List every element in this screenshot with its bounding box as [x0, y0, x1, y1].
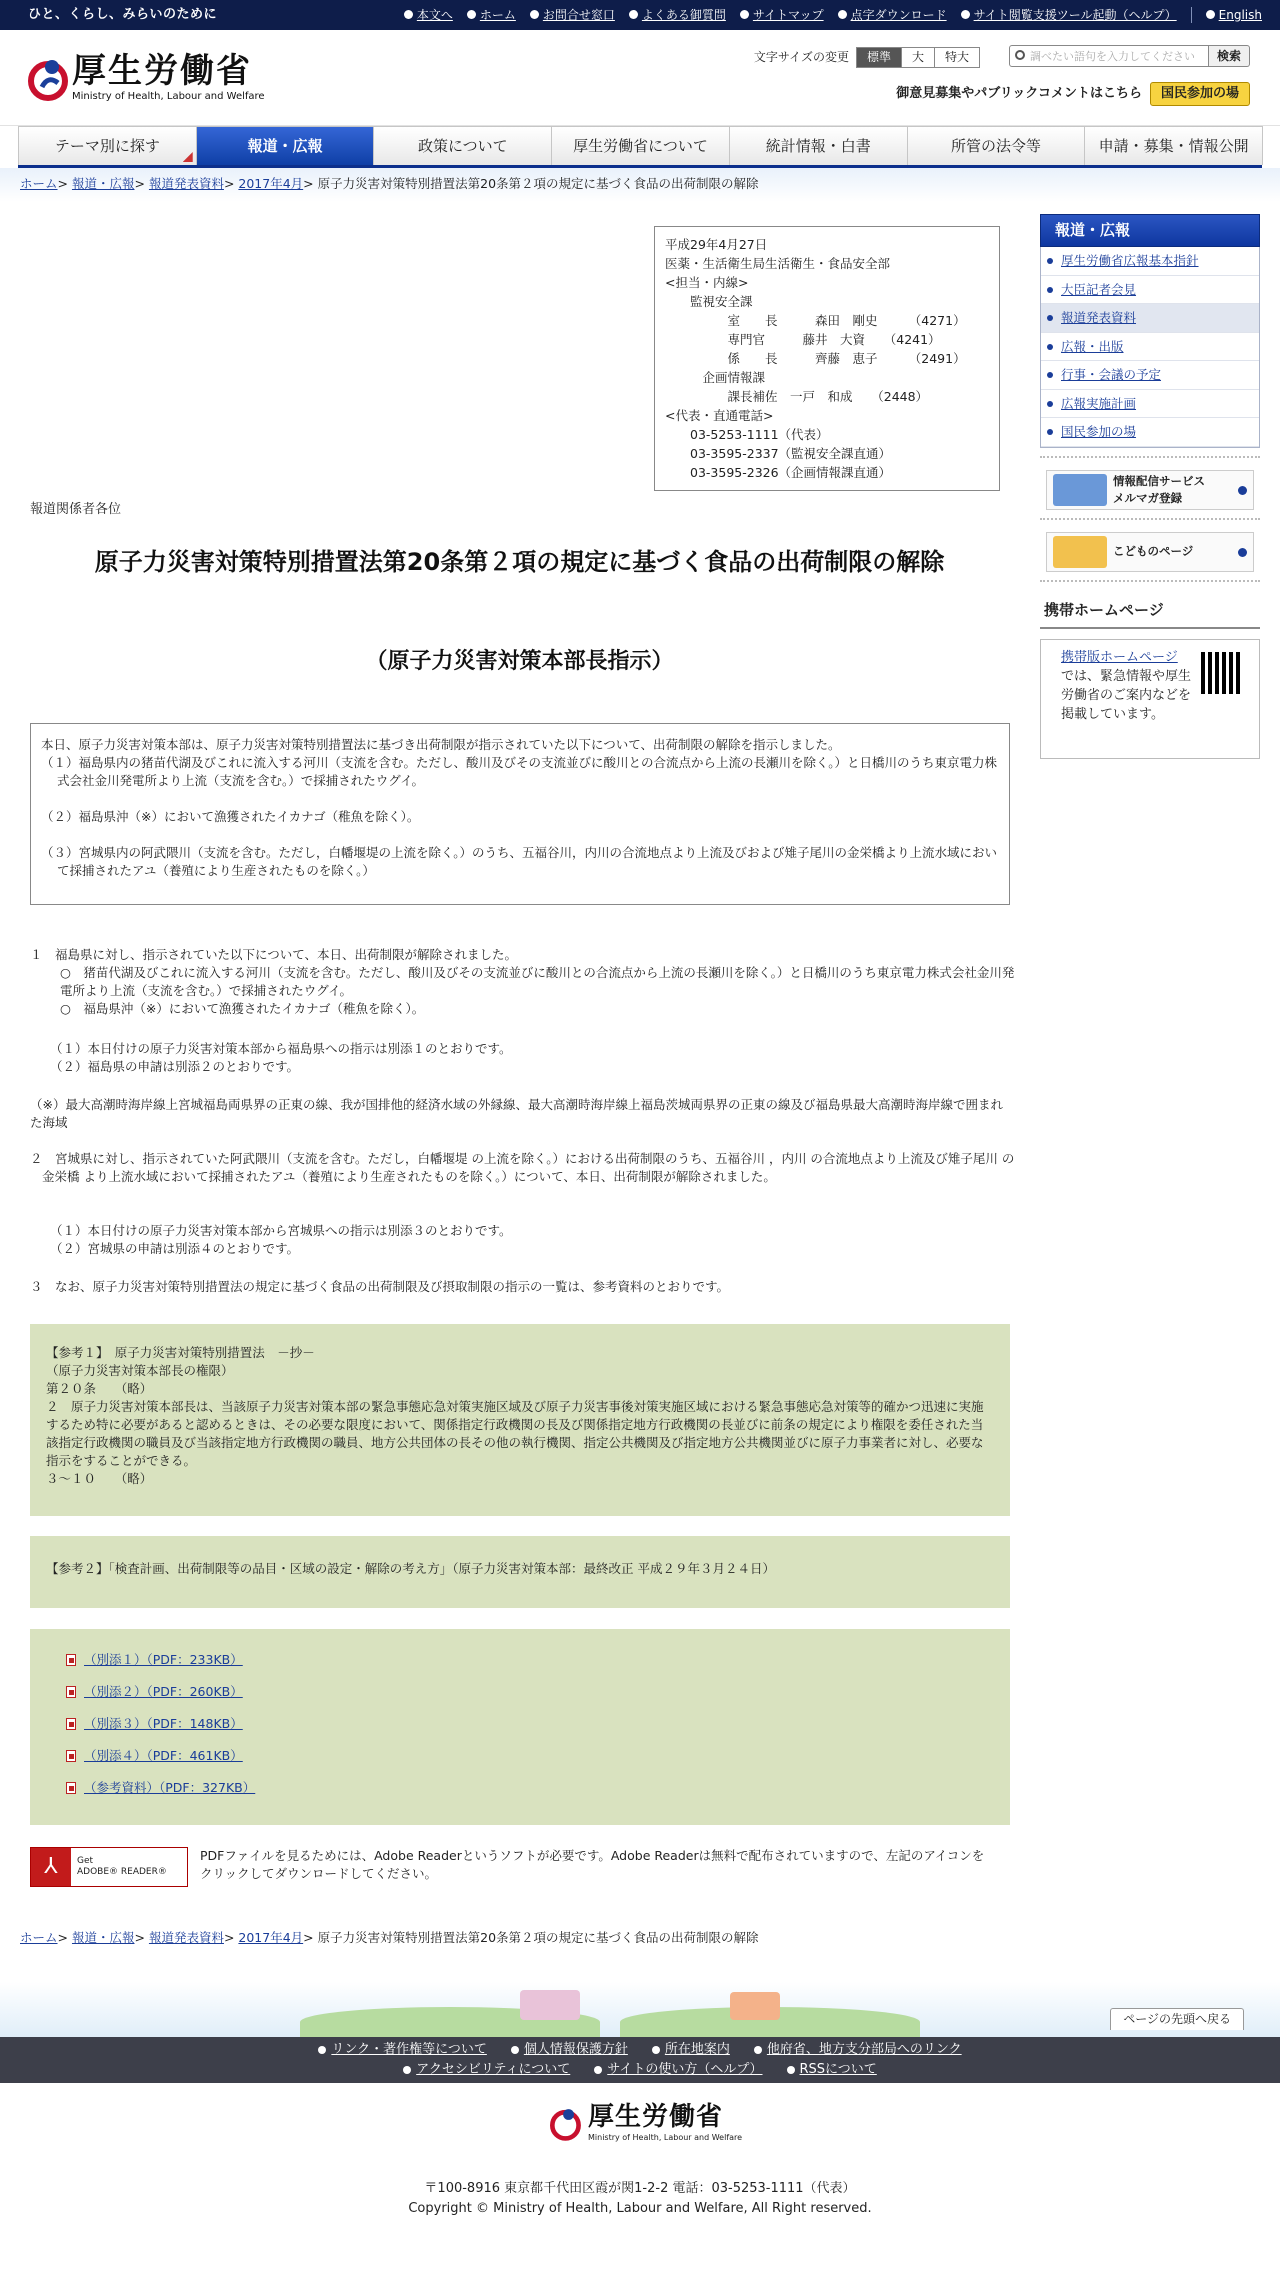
- arrow-icon: [652, 2046, 660, 2054]
- sidebar-item-participation[interactable]: 国民参加の場: [1041, 418, 1259, 447]
- logo-subtitle: Ministry of Health, Labour and Welfare: [72, 91, 265, 102]
- notice-box: 本日、原子力災害対策本部は、原子力災害対策特別措置法に基づき出荷制限が指示されていた以下について、出荷制限の解除を指示しました。 （１）福島県内の猪苗代湖及びこれに流入する河川（支流を含む。ただし、酸川及びその支流並びに酸川との合流点から上流の長瀬川を除く。）と日橋川のうち東京電力株式会社金川発電所より上流（支流を含む。）で採捕されたウグイ。 （２）福島県沖（※）において漁獲されたイカナゴ（稚魚を除く）。 （３）宮城県内の阿武隈川（支流を含む。ただし，白幡堰堤の上流を除く。）のうち、五福谷川，内川の合流地点より上流及びおよび雉子尾川の金栄橋より上流水域において採捕されたアユ（養殖により生産されたものを除く。）: [30, 723, 1010, 905]
- attachments: [30, 1629, 1010, 1825]
- main-area: 平成29年4月27日 医薬・生活衛生局生活衛生・食品安全部 <担当・内線> 監視安全課 室 長 森田 剛史 （4271） 専門官 藤井 大資 （4241） 係 長 齊藤 恵子 （2491） 企画情報課 課長補佐 一戸 和成 （2448） <代表・直通電話> 03-5253-1111（代表） 03-3595-2337（監視安全課直通） 03-3595-2326（企画情報課直通） 報道関係者各位 原子力災害対策特別措置法第20条第２項の規定に基づく食品の出荷制限の解除 （原子力災害対策本部長指示） 本日、原子力災害対策本部は、原子力災害対策特別措置法に基づき出荷制限が指示されていた以下について、出荷制限の解除を指示しました。 （１）福島県内の猪苗代湖及びこれに流入する河川（支流を含む。ただし、酸川及びその支流並びに酸川との合流点から上流の長瀬川を除く。）と日橋川のうち東京電力株式会社金川発電所より上流（支流を含む。）で採捕されたウグイ。 （２）福島県沖（※）において漁獲されたイカナゴ（稚魚を除く）。 （３）宮城県内の阿武隈川（支流を含む。ただし，白幡堰堤の上流を除く。）のうち、五福谷川，内川の合流地点より上流及びおよび雉子尾川の金栄橋より上流水域において採捕されたアユ（養殖により生産されたものを除く。） １ 福島県に対し、指示されていた以下について、本日、出荷制限が解除されました。 ○ 猪苗代湖及びこれに流入する河川（支流を含む。ただし、酸川及びその支流並びに酸川との合流点から上流の長瀬川を除く。）と日橋川のうち東京電力株式会社金川発電所より上流（支流を含む。）で採捕されたウグイ。 ○ 福島県沖（※）において漁獲されたイカナゴ（稚魚を除く）。 （１）本日付けの原子力災害対策本部から福島県への指示は別添１のとおりです。 （２）福島県の申請は別添２のとおりです。 （※）最大高潮時海岸線上宮城福島両県界の正東の線、我が国排他的経済水域の外縁線、最大高潮時海岸線上福島茨城両県界の正東の線及び福島県最大高潮時海岸線で囲まれた海域 ２ 宮城県に対し、指示されていた阿武隈川（支流を含む。ただし，白幡堰堤 の上流を除く。）における出荷制限のうち、五福谷川 ，内川 の合流地点より上流及び雉子尾川 の金栄橋 より上流水域において採捕されたアユ（養殖により生産されたものを除く。）について、本日、出荷制限が解除されました。 （１）本日付けの原子力災害対策本部から宮城県への指示は別添３のとおりです。 （２）宮城県の申請は別添４のとおりです。 ３ なお、原子力災害対策特別措置法の規定に基づく食品の出荷制限及び摂取制限の指示の一覧は、参考資料のとおりです。 【参考１】 原子力災害対策特別措置法 －抄－ （原子力災害対策本部長の権限） 第２０条 （略） ２ 原子力災害対策本部長は、当該原子力災害対策本部の緊急事態応急対策実施区域及び原子力災害事後対策実施区域における緊急事態応急対策等的確かつ迅速に実施するため特に必要があると認めるときは、その必要な限度において、関係指定行政機関の長及び関係指定地方行政機関の長並びに前条の規定により権限を委任された当該指定行政機関の職員及び当該指定地方行政機関の職員、地方公共団体の長その他の執行機関、指定公共機関及び指定地方公共機関並びに原子力事業者に対し、必要な指示をすることができる。 ３～１０ （略） 【参考２】「検査計画、出荷制限等の品目・区域の設定・解除の考え方」（原子力災害対策本部：最終改正 平成２９年３月２４日） （別添１）（PDF：233KB） （別添２）（PDF：260KB） （別添３）（PDF：148KB） （別添４）（PDF：461KB） （参考資料）（PDF：327KB） ⅄ Get ADOBE® READER® PDFファイルを見るためには、Adobe Readerというソフトが必要です。Adobe Readerは無料で配布されていますので、左記のアイコンをクリックしてダウンロードしてください。 ホーム> 報道・広報> 報道発表資料> 2017年4月> 原子力災害対策特別措置法第20条第２項の規定に基づく食品の出荷制限の解除 報道・広報 厚生労働省広報基本指針 大臣記者会見 報道発表資料 広報・出版 行事・会議の予定 広報実施計画 国民参加の場 情報配信サービス メルマガ登録 こどものページ 携帯ホームページ 携帯版ホームページ では、緊急情報や厚生労働省のご案内などを掲載しています。: [0, 202, 1280, 1982]
- opinion-text: 御意見募集やパブリックコメントはこちら: [896, 86, 1142, 101]
- arrow-icon: [754, 2046, 762, 2054]
- global-nav: [18, 126, 1262, 168]
- top-link-home[interactable]: ホーム: [467, 7, 516, 24]
- search-input[interactable]: 調べたい語句を入力してください: [1009, 45, 1209, 67]
- mobile-box: [1040, 639, 1260, 759]
- home-icon: [467, 10, 476, 19]
- breadcrumb-home[interactable]: ホーム: [20, 176, 58, 191]
- top-link-braille[interactable]: 点字ダウンロード: [838, 7, 947, 24]
- breadcrumb-press[interactable]: 報道・広報: [71, 1930, 135, 1945]
- mail-icon: [1053, 474, 1107, 506]
- arrow-icon: [740, 10, 749, 19]
- arrow-icon: [404, 10, 413, 19]
- sidebar-item-guideline[interactable]: 厚生労働省広報基本指針: [1041, 247, 1259, 276]
- house-icon: [730, 1992, 780, 2020]
- mobile-link[interactable]: 携帯版ホームページ: [1061, 649, 1178, 665]
- nav-theme[interactable]: テーマ別に探す: [18, 126, 197, 165]
- pdf-icon: [66, 1686, 76, 1698]
- pdf-icon: [66, 1654, 76, 1666]
- tagline: ひと、くらし、みらいのために: [28, 6, 218, 22]
- reference-2: 【参考２】「検査計画、出荷制限等の品目・区域の設定・解除の考え方」（原子力災害対策本部：最終改正 平成２９年３月２４日）: [30, 1536, 1010, 1608]
- site-search: [1009, 45, 1250, 67]
- search-icon: [1015, 50, 1025, 60]
- arrow-icon: [511, 2046, 519, 2054]
- sidebar: [1040, 214, 1260, 759]
- attachment-2[interactable]: （別添２）（PDF：260KB）: [66, 1683, 1010, 1701]
- breadcrumb-releases[interactable]: 報道発表資料: [148, 176, 224, 191]
- top-link-contact[interactable]: お問合せ窓口: [530, 7, 615, 24]
- breadcrumb-home[interactable]: ホーム: [20, 1930, 58, 1945]
- sidebar-item-press-conference[interactable]: 大臣記者会見: [1041, 276, 1259, 305]
- arrow-icon: [403, 2066, 411, 2074]
- arrow-icon: [787, 2066, 795, 2074]
- breadcrumb-releases[interactable]: 報道発表資料: [148, 1930, 224, 1945]
- breadcrumb-press[interactable]: 報道・広報: [71, 176, 135, 191]
- top-link-skip[interactable]: 本文へ: [404, 7, 453, 24]
- sidebar-item-releases[interactable]: 報道発表資料: [1041, 304, 1259, 333]
- divider: [1040, 518, 1260, 524]
- site-logo[interactable]: [28, 52, 265, 104]
- font-size-label: 文字サイズの変更: [753, 50, 849, 64]
- arrow-icon: [629, 10, 638, 19]
- sidebar-list: [1040, 247, 1260, 448]
- nav-statistics[interactable]: 統計情報・白書: [729, 126, 908, 165]
- mobile-heading: 携帯ホームページ: [1040, 600, 1260, 629]
- breadcrumb-bottom: ホーム> 報道・広報> 報道発表資料> 2017年4月> 原子力災害対策特別措置法第20条第２項の規定に基づく食品の出荷制限の解除: [20, 1930, 759, 1945]
- kids-page-banner[interactable]: こどものページ: [1046, 532, 1254, 572]
- font-size-xlarge-button[interactable]: 特大: [934, 47, 980, 68]
- sidebar-item-publications[interactable]: 広報・出版: [1041, 333, 1259, 362]
- footer-link-location[interactable]: 所在地案内: [652, 2040, 730, 2060]
- arrow-icon: [530, 10, 539, 19]
- pdf-icon: [66, 1718, 76, 1730]
- attachment-3[interactable]: （別添３）（PDF：148KB）: [66, 1715, 1010, 1733]
- divider: [1040, 456, 1260, 462]
- qr-code-icon: [1201, 652, 1243, 694]
- logo-title: 厚生労働省: [72, 51, 252, 91]
- top-link-english[interactable]: English: [1206, 7, 1262, 24]
- page-subtitle: （原子力災害対策本部長指示）: [365, 649, 674, 674]
- breadcrumb-current: 原子力災害対策特別措置法第20条第２項の規定に基づく食品の出荷制限の解除: [317, 176, 759, 191]
- arrow-icon: [318, 2046, 326, 2054]
- arrow-icon: [961, 10, 970, 19]
- attachment-reference[interactable]: （参考資料）（PDF：327KB）: [66, 1779, 1010, 1797]
- search-button[interactable]: 検索: [1209, 45, 1250, 67]
- reference-1: 【参考１】 原子力災害対策特別措置法 －抄－ （原子力災害対策本部長の権限） 第２０条 （略） ２ 原子力災害対策本部長は、当該原子力災害対策本部の緊急事態応急対策実施区域及び原子力災害事後対策実施区域における緊急事態応急対策等的確かつ迅速に実施するため特に必要があると認めるときは、その必要な限度において、関係指定行政機関の長及び関係指定地方行政機関の長並びに前条の規定により権限を委任された当該指定行政機関の職員及び当該指定地方行政機関の職員、地方公共団体の長その他の執行機関、指定公共機関及び指定地方公共機関並びに原子力事業者に対し、必要な指示をすることができる。 ３～１０ （略）: [30, 1324, 1010, 1516]
- breadcrumb-month[interactable]: 2017年4月: [238, 1930, 304, 1945]
- footer-links: [0, 2037, 1280, 2083]
- kids-icon: [1053, 536, 1107, 568]
- sidebar-item-events[interactable]: 行事・会議の予定: [1041, 361, 1259, 390]
- adobe-icon: ⅄: [31, 1848, 71, 1886]
- divider: [1191, 7, 1192, 23]
- font-size-normal-button[interactable]: 標準: [856, 47, 902, 68]
- page-top-button[interactable]: ページの先頭へ戻る: [1110, 2008, 1244, 2030]
- logo-mark-icon: [550, 2103, 584, 2143]
- mail-magazine-banner[interactable]: 情報配信サービス メルマガ登録: [1046, 470, 1254, 510]
- attachment-4[interactable]: （別添４）（PDF：461KB）: [66, 1747, 1010, 1765]
- participate-button[interactable]: 国民参加の場: [1150, 82, 1250, 106]
- mobile-text: では、緊急情報や厚生労働省のご案内などを掲載しています。: [1061, 668, 1192, 722]
- page-title: 原子力災害対策特別措置法第20条第２項の規定に基づく食品の出荷制限の解除: [94, 548, 945, 576]
- sidebar-heading: 報道・広報: [1040, 214, 1260, 247]
- addressee: 報道関係者各位: [30, 502, 122, 517]
- attachment-1[interactable]: （別添１）（PDF：233KB）: [66, 1651, 1010, 1669]
- nav-press[interactable]: 報道・広報: [196, 126, 375, 165]
- nav-about[interactable]: 厚生労働省について: [551, 126, 730, 165]
- arrow-icon: [838, 10, 847, 19]
- adobe-reader-button[interactable]: ⅄ Get ADOBE® READER®: [30, 1847, 188, 1887]
- adobe-reader-notice: [30, 1847, 1010, 1887]
- site-header: [0, 30, 1280, 126]
- pdf-icon: [66, 1750, 76, 1762]
- footer-link-help[interactable]: サイトの使い方（ヘルプ）: [594, 2060, 762, 2080]
- building-icon: [520, 1990, 580, 2020]
- nav-laws[interactable]: 所管の法令等: [907, 126, 1086, 165]
- nav-applications[interactable]: 申請・募集・情報公開: [1084, 126, 1263, 165]
- arrow-icon: [594, 2066, 602, 2074]
- pdf-icon: [66, 1782, 76, 1794]
- arrow-icon: [1238, 548, 1247, 557]
- breadcrumb-current: 原子力災害対策特別措置法第20条第２項の規定に基づく食品の出荷制限の解除: [317, 1930, 759, 1945]
- breadcrumb-month[interactable]: 2017年4月: [238, 176, 304, 191]
- font-size-switcher: [754, 47, 980, 68]
- arrow-icon: [1238, 486, 1247, 495]
- top-link-faq[interactable]: よくある御質問: [629, 7, 726, 24]
- top-link-accessibility-tool[interactable]: サイト閲覧支援ツール起動（ヘルプ）: [961, 7, 1177, 24]
- footer-link-rss[interactable]: RSSについて: [787, 2060, 877, 2080]
- footer-logo: 厚生労働省 Ministry of Health, Labour and Welfare: [550, 2102, 742, 2143]
- breadcrumb: ホーム> 報道・広報> 報道発表資料> 2017年4月> 原子力災害対策特別措置法第20条第２項の規定に基づく食品の出荷制限の解除: [0, 168, 1280, 202]
- footer-link-privacy[interactable]: 個人情報保護方針: [511, 2040, 628, 2060]
- adobe-description: PDFファイルを見るためには、Adobe Readerというソフトが必要です。Adobe Readerは無料で配布されていますので、左記のアイコンをクリックしてダウンロードしてください。: [200, 1848, 985, 1881]
- divider: [1040, 580, 1260, 586]
- footer-address: 〒100-8916 東京都千代田区霞が関1-2-2 電話：03-5253-1111（代表） Copyright © Ministry of Health, Labour and Welfare, All Right reserved.: [408, 2181, 872, 2216]
- footer-link-copyright[interactable]: リンク・著作権等について: [318, 2040, 486, 2060]
- footer-link-other-ministries[interactable]: 他府省、地方支分部局へのリンク: [754, 2040, 962, 2060]
- site-footer: [0, 1982, 1280, 2253]
- arrow-icon: [1206, 10, 1215, 19]
- top-bar: [0, 0, 1280, 30]
- top-links: [390, 7, 1262, 24]
- press-contact-box: 平成29年4月27日 医薬・生活衛生局生活衛生・食品安全部 <担当・内線> 監視安全課 室 長 森田 剛史 （4271） 専門官 藤井 大資 （4241） 係 長 齊藤 恵子 （2491） 企画情報課 課長補佐 一戸 和成 （2448） <代表・直通電話> 03-5253-1111（代表） 03-3595-2337（監視安全課直通） 03-3595-2326（企画情報課直通）: [654, 226, 1000, 491]
- font-size-large-button[interactable]: 大: [901, 47, 935, 68]
- footer-link-accessibility[interactable]: アクセシビリティについて: [403, 2060, 570, 2080]
- footer-illustration: [0, 1982, 1280, 2037]
- nav-policy[interactable]: 政策について: [373, 126, 552, 165]
- sidebar-item-pr-plan[interactable]: 広報実施計画: [1041, 390, 1259, 419]
- opinion-banner: [896, 82, 1250, 106]
- top-link-sitemap[interactable]: サイトマップ: [740, 7, 824, 24]
- logo-mark-icon: [28, 53, 72, 103]
